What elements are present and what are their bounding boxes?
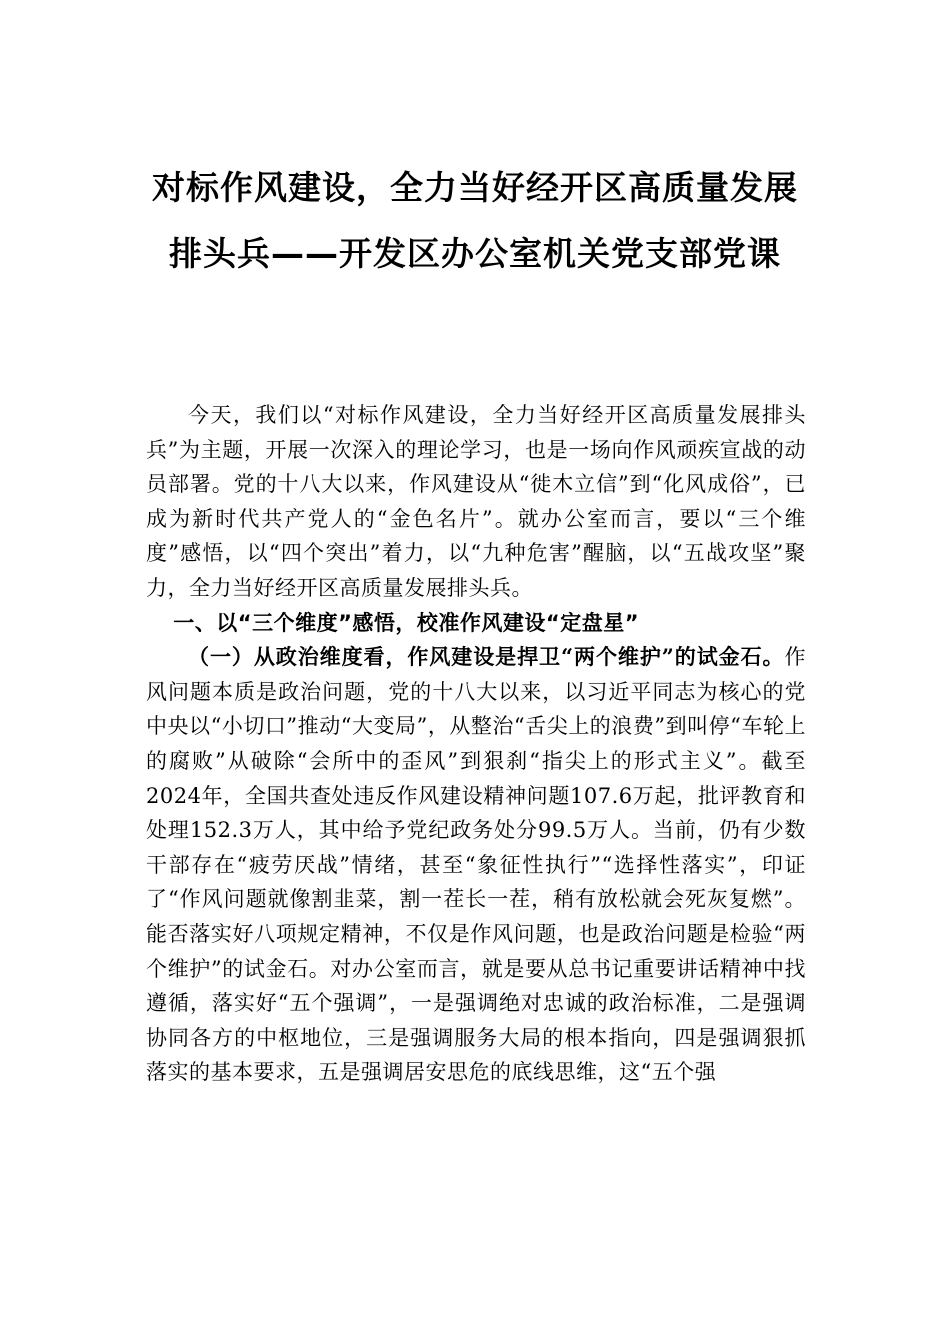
subsection-paragraph	[146, 640, 806, 1090]
subsection-lead: （一）从政治维度看，作风建设是捍卫“两个维护”的试金石。	[188, 644, 785, 670]
document-body	[146, 398, 806, 1090]
subsection-body: 作风问题本质是政治问题，党的十八大以来，以习近平同志为核心的党中央以“小切口”推动“大变局”，从整治“舌尖上的浪费”到叫停“车轮上的腐败”从破除“会所中的歪风”到狠刹“指尖上的形式主义”。截至2024年，全国共查处违反作风建设精神问题107.6万起，批评教育和处理152.3万人，其中给予党纪政务处分99.5万人。当前，仍有少数干部存在“疲劳厌战”情绪，甚至“象征性执行”“选择性落实”，印证了“作风问题就像割韭菜，割一茬长一茬，稍有放松就会死灰复燃”。能否落实好八项规定精神，不仅是作风问题，也是政治问题是检验“两个维护”的试金石。对办公室而言，就是要从总书记重要讲话精神中找遵循，落实好“五个强调”，一是强调绝对忠诚的政治标准，二是强调协同各方的中枢地位，三是强调服务大局的根本指向，四是强调狠抓落实的基本要求，五是强调居安思危的底线思维，这“五个强	[146, 645, 806, 1085]
section-heading: 一、以“三个维度”感悟，校准作风建设“定盘星”	[173, 610, 640, 635]
document-title: 对标作风建设，全力当好经开区高质量发展排头兵——开发区办公室机关党支部党课	[152, 168, 798, 273]
intro-paragraph: 今天，我们以“对标作风建设，全力当好经开区高质量发展排头兵”为主题，开展一次深入的理论学习，也是一场向作风顽疾宣战的动员部署。党的十八大以来，作风建设从“徙木立信”到“化风成俗”，已成为新时代共产党人的“金色名片”。就办公室而言，要以“三个维度”感悟，以“四个突出”着力，以“九种危害”醒脑，以“五战攻坚”聚力，全力当好经开区高质量发展排头兵。	[146, 403, 806, 600]
